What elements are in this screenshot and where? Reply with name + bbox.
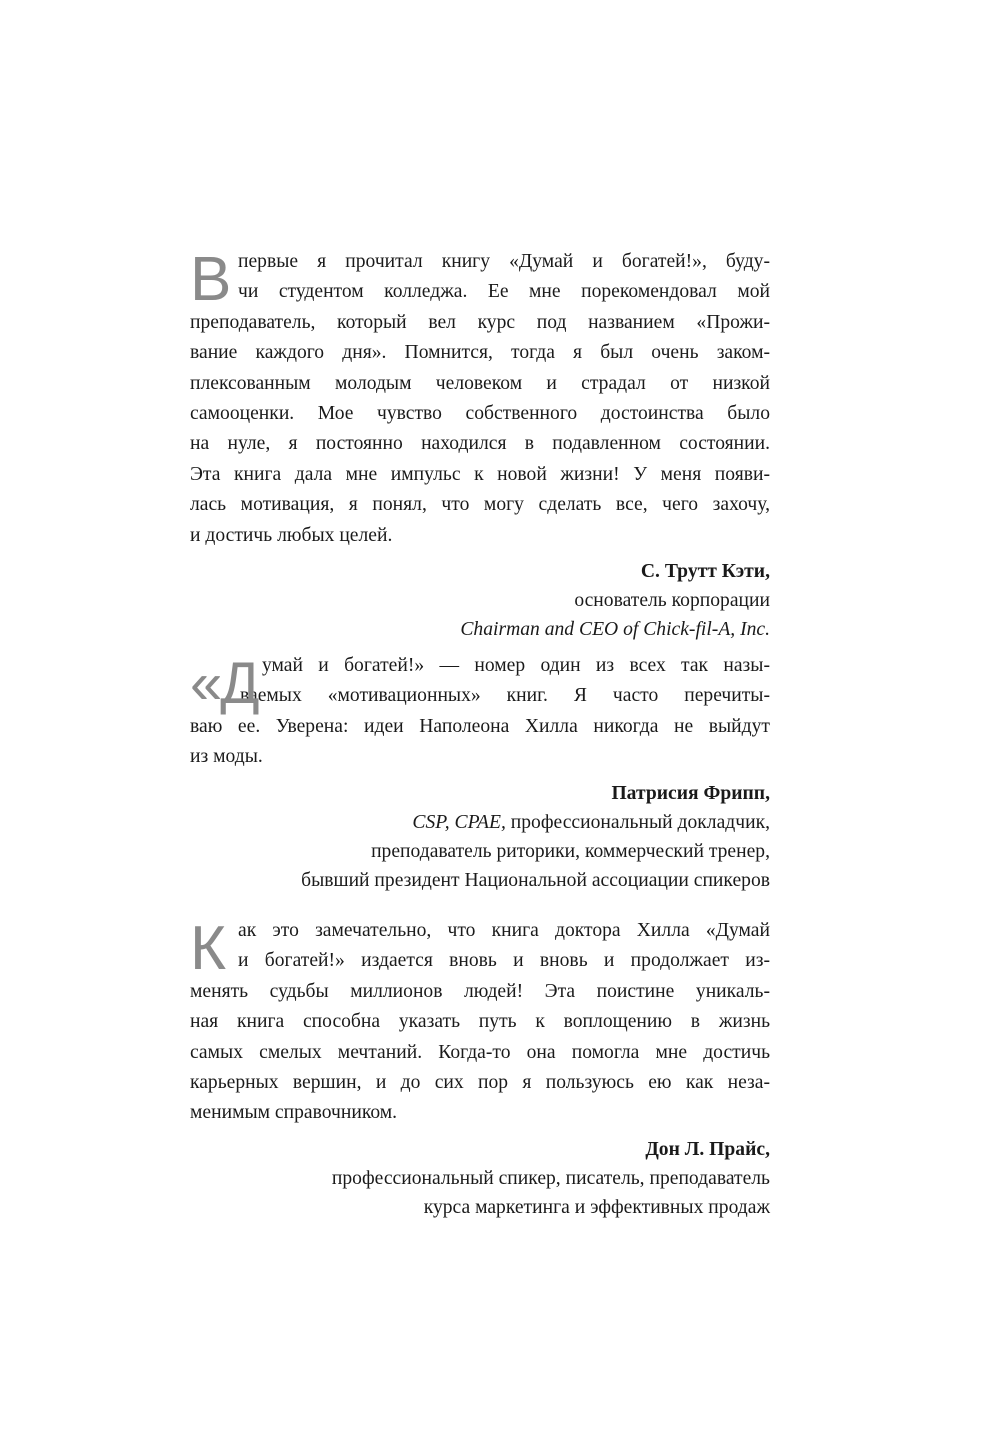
text-line: умай и богатей!» — номер один из всех так назы- [262, 655, 770, 676]
text-line: ная книга способна указать путь к воплощению в жизнь [190, 1011, 770, 1033]
text-line: карьерных вершин, и до сих пор я пользуюсь ею как неза- [190, 1071, 770, 1093]
text-line: менимым справочником. [190, 1102, 398, 1124]
text-line: на нуле, я постоянно находился в подавленном состоянии. [190, 433, 770, 455]
author-role: профессиональный спикер, писатель, преподаватель [331, 1167, 770, 1189]
text-line: преподаватель, который вел курс под названием «Прожи- [190, 311, 770, 333]
text-line: ак это замечательно, что книга доктора Хилла «Думай [238, 920, 770, 941]
drop-cap: К [190, 914, 227, 983]
author-credentials: CSP, CPAE, [412, 811, 506, 833]
author-role: преподаватель риторики, коммерческий тренер, [371, 840, 770, 862]
drop-cap: «Д [190, 651, 258, 716]
text-line: вание каждого дня». Помнится, тогда я был очень заком- [190, 342, 770, 364]
drop-cap: В [190, 245, 232, 314]
text-line: и достичь любых целей. [190, 524, 393, 546]
text-line: самых смелых мечтаний. Когда-то она помогла мне достичь [190, 1041, 770, 1063]
text-line: Эта книга дала мне импульс к новой жизни! У меня появи- [190, 463, 770, 485]
author-name: Патрисия Фрипп, [611, 782, 770, 804]
testimonial-fripp [190, 651, 770, 895]
author-role: курса маркетинга и эффективных продаж [423, 1196, 770, 1218]
text-line: первые я прочитал книгу «Думай и богатей!», буду- [238, 251, 770, 272]
testimonial-cathy [190, 247, 770, 644]
author-name: Дон Л. Прайс, [645, 1138, 770, 1160]
author-role [190, 808, 770, 837]
author-role-text: профессиональный докладчик, [510, 811, 770, 833]
author-role: бывший президент Национальной ассоциации спикеров [301, 869, 770, 891]
testimonial-price [190, 916, 770, 1222]
text-line: ваемых «мотивационных» книг. Я часто перечиты- [240, 685, 770, 707]
text-line: и богатей!» издается вновь и вновь и продолжает из- [238, 950, 770, 972]
text-line: ваю ее. Уверена: идеи Наполеона Хилла никогда не выйдут [190, 715, 770, 737]
text-line: из моды. [190, 746, 263, 768]
text-line: лась мотивация, я понял, что могу сделать все, чего захочу, [190, 494, 770, 516]
text-line: менять судьбы миллионов людей! Эта поистине уникаль- [190, 980, 770, 1002]
text-line: чи студентом колледжа. Ее мне порекомендовал мой [238, 281, 770, 303]
text-line: самооценки. Мое чувство собственного достоинства было [190, 402, 770, 424]
author-role: основатель корпорации [574, 589, 770, 611]
author-name: С. Трутт Кэти, [640, 560, 770, 582]
text-line: плексованным молодым человеком и страдал от низкой [190, 372, 770, 394]
author-company: Chairman and CEO of Chick-fil-A, Inc. [460, 618, 770, 640]
